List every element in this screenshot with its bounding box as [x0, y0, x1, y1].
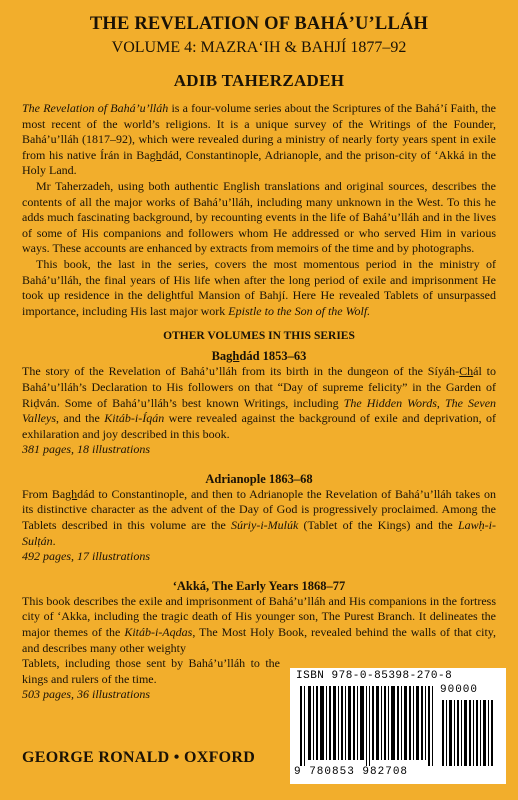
volume-1-meta: 381 pages, 18 illustrations: [22, 442, 151, 457]
book-title: THE REVELATION OF BAHÁ’U’LLÁH: [89, 14, 429, 34]
isbn-label: ISBN 978-0-85398-270-8: [296, 670, 453, 682]
isbn-barcode: [290, 668, 506, 784]
other-volumes-heading: OTHER VOLUMES IN THIS SERIES: [163, 330, 355, 343]
volume-1-description: The story of the Revelation of Bahá’u’lláh from its birth in the dungeon of the Síyáh-Chál to Bahá’u’lláh’s Declaration to His followers on that “Day of supreme felicity” in the Garden of Riḍván. Some of Bahá’u’lláh’s best known Writings, including The Hidden Words, The Seven Valleys, and the Kitáb-i-Íqán were revealed against the background of exile and deprivation, of exhilaration and joy described in this book.: [22, 364, 497, 441]
publisher-imprint: GEORGE RONALD • OXFORD: [22, 749, 256, 766]
volume-2-title: Adrianople 1863–68: [205, 471, 313, 486]
barcode-number: 9 780853 982708: [294, 766, 409, 778]
barcode-icon: [298, 686, 498, 766]
volume-1-title: Baghdád 1853–63: [211, 349, 307, 364]
volume-3-description: This book describes the exile and imprisonment of Bahá’u’lláh and His companions in the fortress city of ‘Akka, including the tragic death of His younger son, The Purest Branch. It delineates the major themes of the Kitáb-i-Aqdas, The Most Holy Book, revealed behind the walls of that city, and describes many other weighty: [22, 593, 497, 655]
volume-subtitle: VOLUME 4: MAZRA‘IH & BAHJÍ 1877–92: [111, 39, 407, 56]
intro-paragraph-2: Mr Taherzadeh, using both authentic English translations and original sources, describes the contents of all the major works of Bahá’u’lláh, including many unknown in the West. To this he adds much fascinating background, by recounting events in the life of Bahá’u’lláh and in the lives of some of His companions and followers whom He addressed or who served Him in various ways. These accounts are enhanced by extracts from memoirs of the time and by photographs.: [22, 178, 496, 256]
series-title: The Revelation of Bahá’u’lláh: [22, 101, 169, 115]
intro-paragraph-3: This book, the last in the series, covers the most momentous period in the ministry of Bahá’u’lláh, the final years of His life when after the long period of exile and imprisonment He took up residence in the delightful Mansion of Bahjí. Here He revealed Tablets of unsurpassed importance, including His last major work Epistle to the Son of the Wolf.: [22, 256, 496, 318]
volume-3-description-cont: Tablets, including those sent by Bahá’u’lláh to the kings and rulers of the time.: [22, 656, 280, 686]
volume-3-meta: 503 pages, 36 illustrations: [22, 687, 151, 702]
volume-2-description: From Baghdád to Constantinople, and then to Adrianople the Revelation of Bahá’u’lláh takes on its distinctive character as the advent of the Day of God is progressively proclaimed. Among the Tablets described in this volume are the Súriy-i-Mulúk (Tablet of the Kings) and the Lawḥ-i-Sulṭán.: [22, 486, 497, 548]
volume-2-meta: 492 pages, 17 illustrations: [22, 549, 151, 564]
volume-3-title: ‘Akká, The Early Years 1868–77: [172, 578, 346, 593]
barcode-addon-number: 90000: [440, 684, 479, 696]
intro-paragraph-1: The Revelation of Bahá’u’lláh is a four-volume series about the Scriptures of the Bahá’í Faith, the most recent of the world’s religions. It is a unique survey of the Writings of the Founder, Bahá’u’lláh (1817–92), which were revealed during a ministry of nearly forty years spent in exile from his native Írán in Baghdád, Constantinople, Adrianople, and the prison-city of ‘Akká in the Holy Land.: [22, 101, 497, 178]
author-name: ADIB TAHERZADEH: [173, 71, 345, 90]
